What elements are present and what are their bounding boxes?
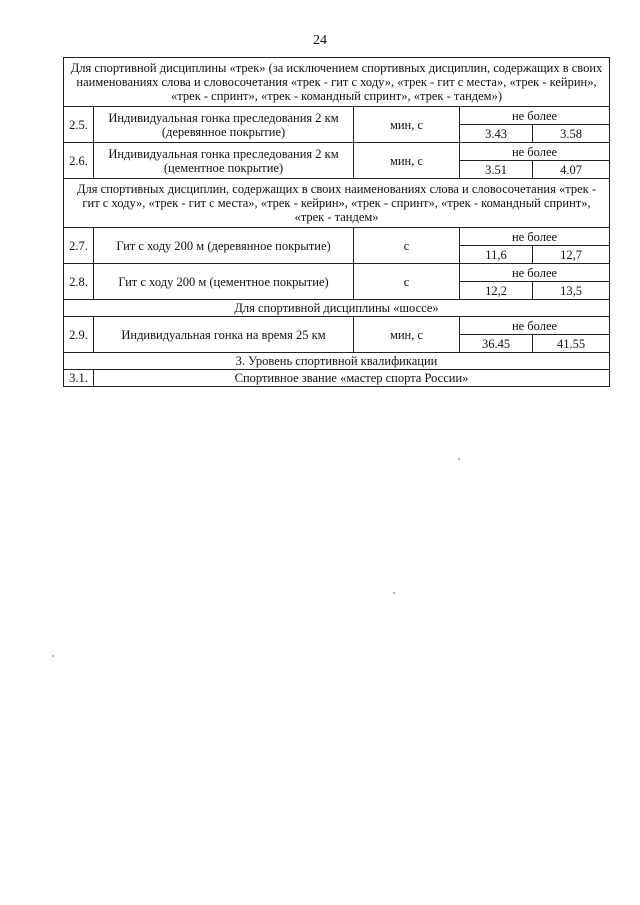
value-1: 11,6 bbox=[460, 246, 533, 264]
unit: мин, с bbox=[354, 107, 460, 143]
limit-label: не более bbox=[460, 228, 610, 246]
unit: мин, с bbox=[354, 317, 460, 353]
row-number: 3.1. bbox=[64, 370, 94, 387]
value-1: 3.43 bbox=[460, 125, 533, 143]
norms-table bbox=[63, 57, 610, 387]
value-1: 36.45 bbox=[460, 335, 533, 353]
row-number: 2.6. bbox=[64, 143, 94, 179]
value-1: 12,2 bbox=[460, 282, 533, 300]
table-row bbox=[64, 143, 610, 161]
unit: с bbox=[354, 228, 460, 264]
unit: с bbox=[354, 264, 460, 300]
value-2: 12,7 bbox=[533, 246, 610, 264]
scan-speck bbox=[52, 655, 54, 657]
table-row bbox=[64, 317, 610, 335]
highway-discipline-header-row bbox=[64, 300, 610, 317]
highway-discipline-header: Для спортивной дисциплины «шоссе» bbox=[64, 300, 610, 317]
norm-name: Гит с ходу 200 м (цементное покрытие) bbox=[94, 264, 354, 300]
row-number: 2.7. bbox=[64, 228, 94, 264]
norm-name: Индивидуальная гонка на время 25 км bbox=[94, 317, 354, 353]
row-number: 2.8. bbox=[64, 264, 94, 300]
limit-label: не более bbox=[460, 107, 610, 125]
norm-name: Гит с ходу 200 м (деревянное покрытие) bbox=[94, 228, 354, 264]
scan-speck bbox=[458, 458, 460, 460]
row-number: 2.5. bbox=[64, 107, 94, 143]
table-row bbox=[64, 370, 610, 387]
table-row bbox=[64, 107, 610, 125]
norm-name: Индивидуальная гонка преследования 2 км (цементное покрытие) bbox=[94, 143, 354, 179]
value-2: 13,5 bbox=[533, 282, 610, 300]
norm-name: Индивидуальная гонка преследования 2 км (деревянное покрытие) bbox=[94, 107, 354, 143]
track-discipline-header: Для спортивной дисциплины «трек» (за исключением спортивных дисциплин, содержащих в своих наименованиях слова и словосочетания «трек - гит с ходу», «трек - гит с места», «трек - кейрин», «трек - спринт», «трек - командный спринт», «трек - тандем») bbox=[64, 58, 610, 107]
value-2: 4.07 bbox=[533, 161, 610, 179]
value-1: 3.51 bbox=[460, 161, 533, 179]
scan-speck bbox=[393, 592, 395, 594]
limit-label: не более bbox=[460, 264, 610, 282]
norm-name: Спортивное звание «мастер спорта России» bbox=[94, 370, 610, 387]
page-number: 24 bbox=[313, 33, 327, 48]
limit-label: не более bbox=[460, 143, 610, 161]
track-discipline-header-row bbox=[64, 58, 610, 107]
value-2: 3.58 bbox=[533, 125, 610, 143]
section-3-header-row bbox=[64, 353, 610, 370]
row-number: 2.9. bbox=[64, 317, 94, 353]
unit: мин, с bbox=[354, 143, 460, 179]
section-3-header: 3. Уровень спортивной квалификации bbox=[64, 353, 610, 370]
sprint-disciplines-header-row bbox=[64, 179, 610, 228]
table-row bbox=[64, 264, 610, 282]
sprint-disciplines-header: Для спортивных дисциплин, содержащих в своих наименованиях слова и словосочетания «трек - гит с ходу», «трек - гит с места», «трек - кейрин», «трек - спринт», «трек - командный спринт», «трек - тандем» bbox=[64, 179, 610, 228]
table-row bbox=[64, 228, 610, 246]
value-2: 41.55 bbox=[533, 335, 610, 353]
limit-label: не более bbox=[460, 317, 610, 335]
